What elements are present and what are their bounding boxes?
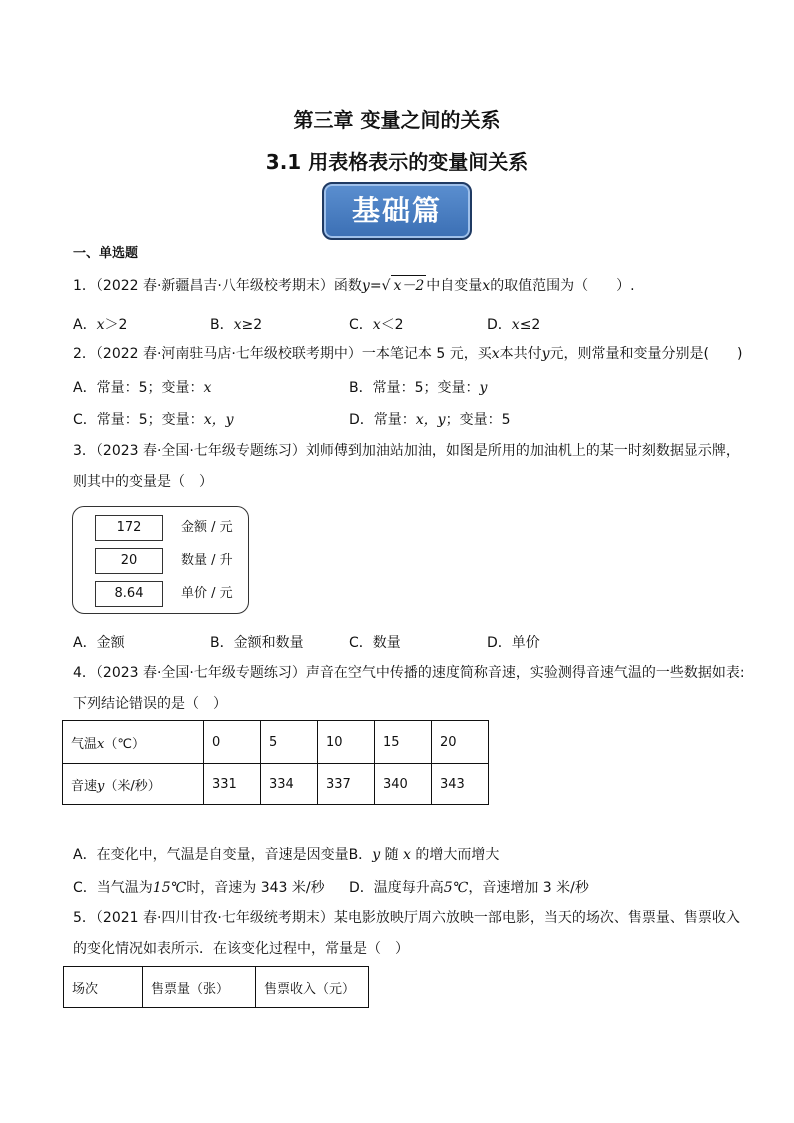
question-4-options-row2 (73, 877, 753, 897)
sqrt-symbol: √ (381, 278, 391, 294)
table-header-ticket-revenue: 售票收入（元） (256, 967, 369, 1008)
table-row (63, 764, 489, 805)
option-3c[interactable]: C．数量 (349, 635, 401, 651)
table-cell: 0 (204, 721, 261, 764)
option-1c[interactable]: C．x＜2 (349, 317, 404, 333)
question-4-stem-line1: 4．（2023 春·全国·七年级专题练习）声音在空气中传播的速度简称音速，实验测得音速气温的一些数据如表: (73, 665, 745, 681)
ticket-table (63, 966, 369, 1008)
radicand: x－2 (391, 275, 426, 296)
option-2b[interactable]: B．常量：5；变量：y (349, 380, 488, 396)
fuel-pump-display (72, 506, 249, 614)
table-header-tickets-sold: 售票量（张） (143, 967, 256, 1008)
question-4-options-row1 (73, 845, 499, 865)
question-3-options (73, 632, 753, 652)
table-cell: 337 (318, 764, 375, 805)
question-3-stem-line1: 3．（2023 春·全国·七年级专题练习）刘师傅到加油站加油，如图是所用的加油机上的某一时刻数据显示牌， (73, 443, 740, 459)
sound-speed-table (62, 720, 489, 805)
question-5-stem-line2: 的变化情况如表所示．在该变化过程中，常量是（ ） (73, 941, 409, 957)
unit-price-label: 单价 / 元 (181, 586, 233, 601)
option-3d[interactable]: D．单价 (487, 635, 540, 651)
option-1d[interactable]: D．x≤2 (487, 317, 541, 333)
option-1a[interactable]: A．x＞2 (73, 317, 128, 333)
amount-value-box: 172 (95, 515, 163, 541)
amount-label: 金额 / 元 (181, 520, 233, 535)
option-4c[interactable]: C．当气温为15℃时，音速为 343 米/秒 (73, 880, 325, 896)
unit-price-value-box: 8.64 (95, 581, 163, 607)
level-badge: 基础篇 (322, 182, 472, 240)
question-1-options (73, 314, 753, 334)
table-cell: 20 (432, 721, 489, 764)
option-4b[interactable]: B．y 随 x 的增大而增大 (348, 847, 500, 863)
question-2-options-row2 (73, 409, 753, 429)
option-2d[interactable]: D．常量：x，y；变量：5 (349, 412, 511, 428)
option-3b[interactable]: B．金额和数量 (210, 635, 304, 651)
table-row (64, 967, 369, 1008)
table-row (63, 721, 489, 764)
option-4d[interactable]: D．温度每升高5℃，音速增加 3 米/秒 (349, 880, 589, 896)
table-cell: 343 (432, 764, 489, 805)
table-header-temperature: 气温x（℃） (63, 721, 204, 764)
question-2-stem: 2．（2022 春·河南驻马店·七年级校联考期中）一本笔记本 5 元，买x本共付y元，则常量和变量分别是( ) (73, 346, 743, 362)
table-cell: 15 (375, 721, 432, 764)
option-3a[interactable]: A．金额 (73, 635, 125, 651)
quantity-value-box: 20 (95, 548, 163, 574)
table-header-session: 场次 (64, 967, 143, 1008)
table-cell: 10 (318, 721, 375, 764)
option-2a[interactable]: A．常量：5；变量：x (73, 380, 212, 396)
question-3-stem-line2: 则其中的变量是（ ） (73, 474, 213, 490)
option-4a[interactable]: A．在变化中，气温是自变量，音速是因变量 (73, 847, 349, 863)
question-1-stem: 1．（2022 春·新疆昌吉·八年级校考期末）函数y=√ x－2 中自变量x的取值范围为（ ）. (73, 275, 635, 296)
table-cell: 331 (204, 764, 261, 805)
question-2-options-row1 (73, 377, 753, 397)
chapter-title: 第三章 变量之间的关系 (293, 108, 501, 132)
question-5-stem-line1: 5．（2021 春·四川甘孜·七年级统考期末）某电影放映厅周六放映一部电影，当天的场次、售票量、售票收入 (73, 910, 740, 926)
table-cell: 340 (375, 764, 432, 805)
table-cell: 334 (261, 764, 318, 805)
option-2c[interactable]: C．常量：5；变量：x，y (73, 412, 234, 428)
quantity-label: 数量 / 升 (181, 553, 233, 568)
table-cell: 5 (261, 721, 318, 764)
section-heading: 一、单选题 (73, 246, 139, 261)
question-4-stem-line2: 下列结论错误的是（ ） (73, 696, 227, 712)
section-title: 3.1 用表格表示的变量间关系 (265, 150, 529, 174)
option-1b[interactable]: B．x≥2 (210, 317, 263, 333)
table-header-speed: 音速y（米/秒） (63, 764, 204, 805)
